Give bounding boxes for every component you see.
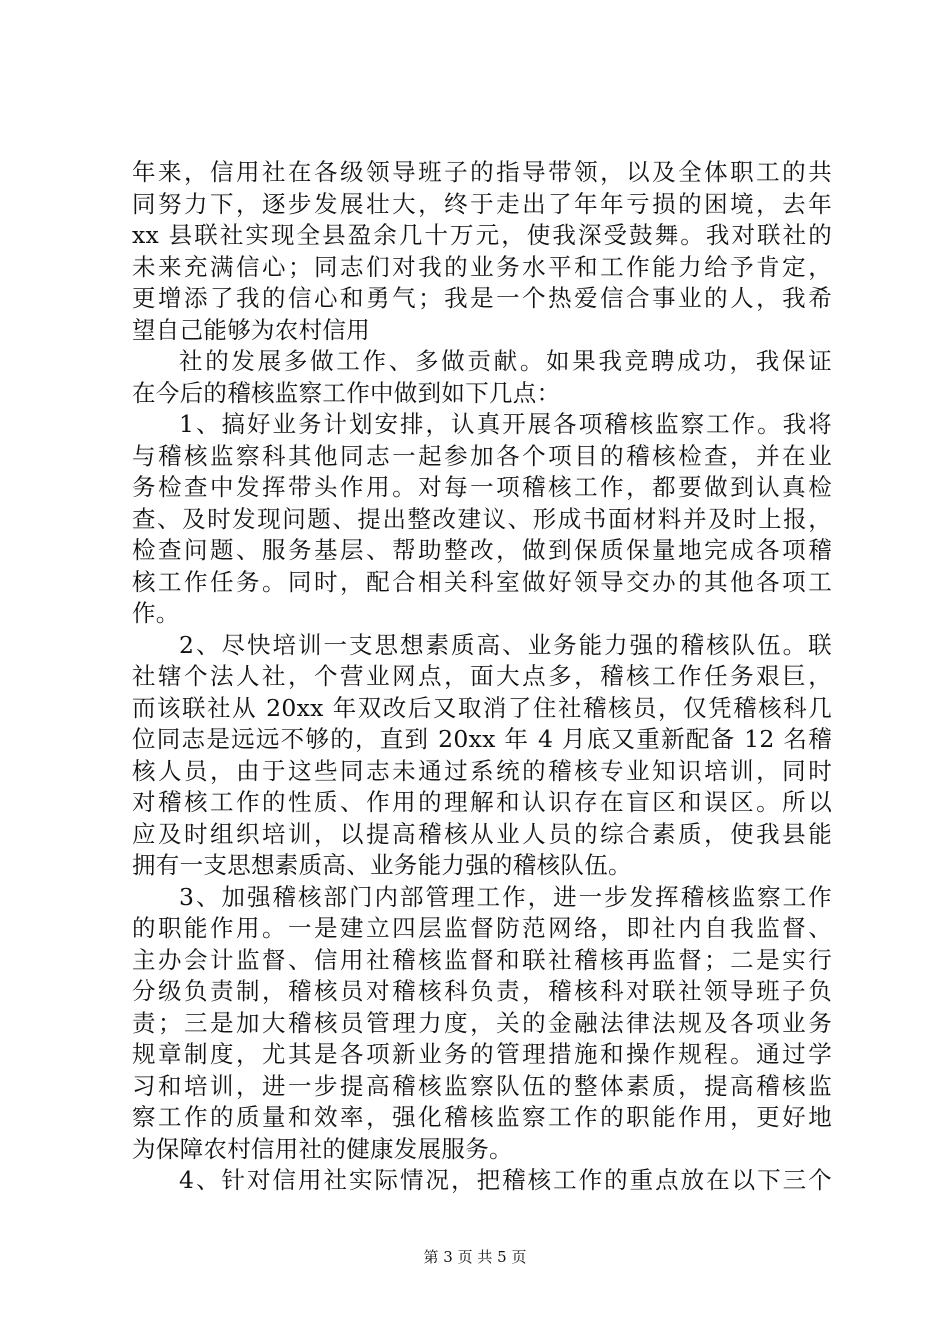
text-line: 社辖个法人社，个营业网点，面大点多，稽核工作任务艰巨， — [132, 662, 832, 690]
text-line: 望自己能够为农村信用 — [132, 315, 370, 344]
text-line: 未来充满信心；同志们对我的业务水平和工作能力给予肯定， — [132, 252, 832, 281]
text-line: 核工作任务。同时，配合相关科室做好领导交办的其他各项工 — [132, 567, 832, 596]
text-line: 而该联社从 20xx 年双改后又取消了住社稽核员，仅凭稽核科几 — [132, 693, 832, 722]
text-line: 分级负责制，稽核员对稽核科负责，稽核科对联社领导班子负 — [132, 977, 832, 1005]
text-line: 2、尽快培训一支思想素质高、业务能力强的稽核队伍。联 — [179, 630, 832, 659]
text-line: 年来，信用社在各级领导班子的指导带领，以及全体职工的共 — [132, 158, 832, 186]
text-line: 应及时组织培训，以提高稽核从业人员的综合素质，使我县能 — [132, 819, 832, 848]
text-line: 3、加强稽核部门内部管理工作，进一步发挥稽核监察工作 — [179, 882, 832, 911]
text-line: 察工作的质量和效率，强化稽核监察工作的职能作用，更好地 — [132, 1103, 832, 1131]
document-body — [132, 157, 832, 1197]
text-line: 社的发展多做工作、多做贡献。如果我竞聘成功，我保证 — [179, 347, 832, 375]
text-line: 1、搞好业务计划安排，认真开展各项稽核监察工作。我将 — [179, 410, 832, 438]
text-line: 对稽核工作的性质、作用的理解和认识存在盲区和误区。所以 — [132, 788, 832, 816]
text-line: 在今后的稽核监察工作中做到如下几点： — [132, 378, 561, 407]
text-line: 规章制度，尤其是各项新业务的管理措施和操作规程。通过学 — [132, 1040, 832, 1068]
text-line: 拥有一支思想素质高、业务能力强的稽核队伍。 — [132, 851, 632, 879]
text-line: 主办会计监督、信用社稽核监督和联社稽核再监督；二是实行 — [132, 945, 832, 974]
text-line: 的职能作用。一是建立四层监督防范网络，即社内自我监督、 — [132, 914, 832, 942]
text-line: 同努力下，逐步发展壮大，终于走出了年年亏损的困境，去年 — [132, 189, 832, 218]
text-line: 检查问题、服务基层、帮助整改，做到保质保量地完成各项稽 — [132, 536, 832, 564]
text-line: 作。 — [132, 599, 180, 627]
text-line: 更增添了我的信心和勇气；我是一个热爱信合事业的人，我希 — [132, 284, 832, 312]
text-line: 务检查中发挥带头作用。对每一项稽核工作，都要做到认真检 — [132, 473, 832, 501]
page-footer: 第 3 页 共 5 页 — [423, 1248, 527, 1266]
text-line: 习和培训，进一步提高稽核监察队伍的整体素质，提高稽核监 — [132, 1071, 832, 1100]
text-line: 为保障农村信用社的健康发展服务。 — [132, 1134, 513, 1163]
text-line: 位同志是远远不够的，直到 20xx 年 4 月底又重新配备 12 名稽 — [132, 725, 832, 753]
text-line: 核人员，由于这些同志未通过系统的稽核专业知识培训，同时 — [132, 756, 832, 785]
text-line: 责；三是加大稽核员管理力度，关的金融法律法规及各项业务 — [132, 1008, 832, 1037]
text-line: 与稽核监察科其他同志一起参加各个项目的稽核检查，并在业 — [132, 441, 832, 470]
text-line: 4、针对信用社实际情况，把稽核工作的重点放在以下三个 — [179, 1166, 832, 1194]
text-line: xx 县联社实现全县盈余几十万元，使我深受鼓舞。我对联社的 — [132, 221, 832, 249]
text-line: 查、及时发现问题、提出整改建议、形成书面材料并及时上报， — [132, 504, 832, 533]
